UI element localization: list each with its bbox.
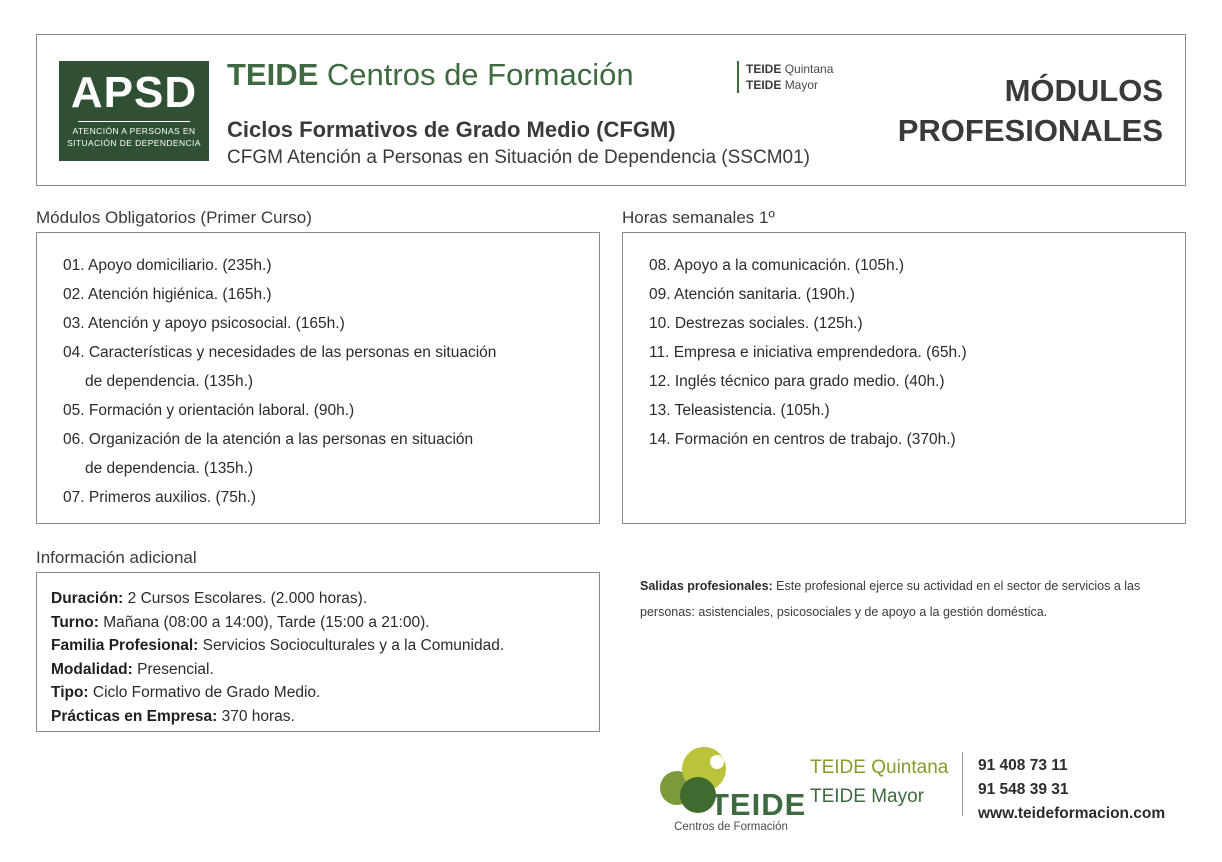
info-label: Prácticas en Empresa:	[51, 707, 218, 725]
teide-footer-logo	[652, 745, 807, 837]
module-text: 11. Empresa e iniciativa emprendedora. (65h.)	[649, 344, 967, 361]
career-opportunities	[640, 573, 1160, 625]
footer-website[interactable]: www.teideformacion.com	[978, 805, 1166, 822]
module-text-continued: de dependencia. (135h.)	[85, 460, 254, 477]
weekly-hours-box	[622, 232, 1186, 524]
apsd-logo-divider	[78, 121, 190, 122]
page-subtitle-cfgm: Ciclos Formativos de Grado Medio (CFGM)	[227, 117, 676, 142]
header-centers-list	[737, 61, 866, 93]
module-text: 10. Destrezas sociales. (125h.)	[649, 315, 863, 332]
logo-circle-white-icon	[710, 755, 724, 769]
module-text: 08. Apoyo a la comunicación. (105h.)	[649, 257, 905, 274]
module-text: 04. Características y necesidades de las personas en situación	[63, 344, 497, 361]
list-item	[623, 280, 1185, 309]
apsd-logo-line2: SITUACIÓN DE DEPENDENCIA	[67, 138, 201, 148]
info-value: Presencial.	[132, 660, 214, 678]
modules-heading-line1: MÓDULOS	[1004, 73, 1163, 108]
career-opportunities-label: Salidas profesionales:	[640, 579, 773, 593]
footer-contact	[978, 754, 1165, 826]
header-center-quintana-name: Quintana	[784, 62, 834, 76]
list-item	[37, 658, 599, 682]
footer-center-quintana: TEIDE Quintana	[810, 757, 949, 778]
footer-center-mayor: TEIDE Mayor	[810, 786, 925, 807]
page-title-brand: TEIDE	[227, 57, 319, 92]
module-text: 02. Atención higiénica. (165h.)	[63, 286, 272, 303]
list-item	[37, 280, 599, 309]
list-item	[623, 367, 1185, 396]
info-value: Mañana (08:00 a 14:00), Tarde (15:00 a 21:00).	[98, 613, 430, 631]
info-label: Modalidad:	[51, 660, 133, 678]
module-text: 07. Primeros auxilios. (75h.)	[63, 489, 256, 506]
info-label: Duración:	[51, 590, 124, 607]
list-item	[37, 587, 599, 611]
header-center-mayor	[746, 77, 866, 93]
apsd-logo-acronym: APSD	[70, 68, 198, 117]
module-text: 09. Atención sanitaria. (190h.)	[649, 286, 855, 303]
list-item	[37, 396, 599, 425]
page-title-rest: Centros de Formación	[318, 57, 634, 92]
info-value: 2 Cursos Escolares. (2.000 horas).	[123, 590, 368, 607]
modules-heading-line2: PROFESIONALES	[897, 113, 1163, 148]
obligatory-modules-list	[37, 233, 599, 512]
section-label-weekly-hours: Horas semanales 1º	[622, 208, 775, 227]
info-label: Turno:	[51, 613, 99, 631]
header-center-quintana	[746, 61, 866, 77]
header-center-mayor-brand: TEIDE	[746, 78, 782, 92]
list-item	[37, 338, 599, 396]
module-text-continued: de dependencia. (135h.)	[85, 373, 254, 390]
career-opportunities-text: Este profesional ejerce su actividad en el sector de servicios a las personas: asistenciales, psicosociales y de apoyo a la gestión doméstica.	[640, 579, 1141, 619]
weekly-hours-list	[623, 233, 1185, 454]
module-text: 06. Organización de la atención a las personas en situación	[63, 431, 474, 448]
list-item	[37, 309, 599, 338]
footer-phone-2: 91 548 39 31	[978, 781, 1069, 798]
list-item	[623, 251, 1185, 280]
list-item	[623, 396, 1185, 425]
module-text: 03. Atención y apoyo psicosocial. (165h.)	[63, 315, 345, 332]
section-label-additional-info: Información adicional	[36, 548, 197, 567]
footer-centers	[810, 753, 948, 811]
apsd-logo	[59, 61, 209, 161]
obligatory-modules-box	[36, 232, 600, 524]
list-item	[37, 634, 599, 658]
list-item	[623, 338, 1185, 367]
footer-divider	[962, 752, 963, 816]
module-text: 01. Apoyo domiciliario. (235h.)	[63, 257, 272, 274]
apsd-logo-line1: ATENCIÓN A PERSONAS EN	[72, 126, 196, 136]
info-value: Servicios Socioculturales y a la Comunidad.	[198, 637, 505, 654]
info-value: 370 horas.	[217, 707, 295, 725]
footer-phone-1: 91 408 73 11	[978, 757, 1068, 774]
module-text: 14. Formación en centros de trabajo. (370h.)	[649, 431, 956, 448]
footer-logo-subtitle: Centros de Formación	[674, 821, 788, 833]
document-header	[36, 34, 1186, 186]
additional-info-box	[36, 572, 600, 732]
list-item	[37, 483, 599, 512]
list-item	[37, 251, 599, 280]
list-item	[37, 425, 599, 483]
list-item	[37, 681, 599, 705]
modules-heading	[898, 71, 1163, 151]
section-label-obligatory-modules: Módulos Obligatorios (Primer Curso)	[36, 208, 312, 227]
list-item	[623, 425, 1185, 454]
page-title	[227, 57, 634, 93]
info-value: Ciclo Formativo de Grado Medio.	[88, 684, 321, 701]
module-text: 05. Formación y orientación laboral. (90h.)	[63, 402, 355, 419]
list-item	[37, 611, 599, 635]
additional-info-list	[37, 573, 599, 728]
list-item	[623, 309, 1185, 338]
list-item	[37, 705, 599, 729]
module-text: 13. Teleasistencia. (105h.)	[649, 402, 830, 419]
header-center-mayor-name: Mayor	[784, 78, 819, 92]
info-label: Familia Profesional:	[51, 637, 199, 654]
header-center-quintana-brand: TEIDE	[746, 62, 782, 76]
footer-logo-text: TEIDE	[710, 787, 807, 822]
page-subtitle-course: CFGM Atención a Personas en Situación de Dependencia (SSCM01)	[227, 147, 810, 168]
info-label: Tipo:	[51, 684, 89, 701]
module-text: 12. Inglés técnico para grado medio. (40h.)	[649, 373, 945, 390]
